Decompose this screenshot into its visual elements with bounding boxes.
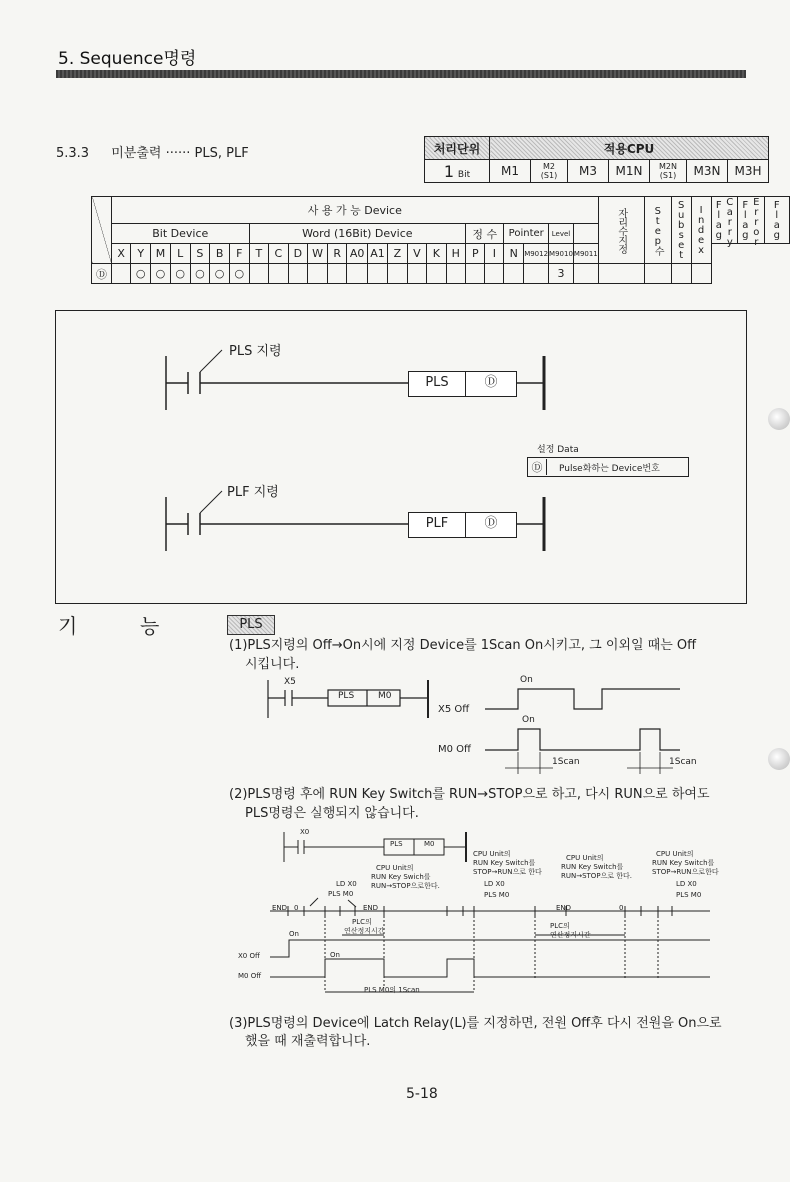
t2-end-2: END: [363, 904, 379, 912]
cell-s: ○: [190, 264, 210, 284]
col-v: V: [407, 244, 426, 264]
t2-cpu1-c: RUN→STOP으로한다.: [371, 882, 440, 890]
t1-on-1: On: [520, 675, 533, 685]
flag-col-m9011: M9011: [573, 244, 598, 264]
t2-plc2-b: 연산정지시간: [550, 931, 591, 939]
t2-cpu4-b: RUN Key Switch를: [652, 859, 715, 867]
function-para-3: (3)PLS명령의 Device에 Latch Relay(L)를 지정하면, 전원 Off후 다시 전원을 On으로: [229, 1016, 722, 1031]
col-d: D: [288, 244, 308, 264]
t2-ld-x0-b: LD X0: [484, 880, 505, 888]
page-number: 5-18: [406, 1086, 438, 1102]
t2-cpu3-a: CPU Unit의: [566, 854, 604, 862]
set-data-title: 설정 Data: [537, 445, 579, 455]
col-f: F: [229, 244, 249, 264]
col-w: W: [308, 244, 328, 264]
usable-device-header: 사 용 가 능 Device: [111, 197, 598, 224]
cell-f: ○: [229, 264, 249, 284]
set-data-box: [527, 457, 689, 477]
proc-unit-header: 처리단위: [425, 137, 490, 160]
cpu-m1: M1: [490, 160, 531, 183]
col-t: T: [249, 244, 268, 264]
plf-operand: Ⓓ: [484, 516, 498, 531]
t2-pls-label: PLS: [390, 840, 403, 848]
pls-instruction-box: [408, 371, 517, 397]
pls-tag: PLS: [227, 615, 275, 635]
col-m: M: [151, 244, 171, 264]
col-l: L: [170, 244, 190, 264]
t2-end-3: END: [556, 904, 572, 912]
t2-ld-x0: LD X0: [336, 880, 357, 888]
t1-x5-label: X5: [284, 677, 296, 687]
set-data-operand: Ⓓ: [528, 459, 547, 475]
flag-col-m9012: M9012: [524, 244, 549, 264]
carry-header: Carry Flag: [711, 197, 738, 244]
col-c: C: [269, 244, 288, 264]
col-h: H: [446, 244, 466, 264]
step-header: Step수: [644, 197, 671, 264]
cell-l: ○: [170, 264, 190, 284]
t2-zero-1: 0: [294, 904, 299, 912]
col-s: S: [190, 244, 210, 264]
t2-ld-x0-c: LD X0: [676, 880, 697, 888]
col-k: K: [427, 244, 446, 264]
flag-header: Flag: [764, 197, 789, 244]
section-name: 미분출력 ······ PLS, PLF: [111, 146, 249, 161]
cpu-m2: M2 (S1): [531, 160, 568, 183]
function-label-gi: 기: [58, 614, 78, 638]
cell-y: ○: [131, 264, 151, 284]
cpu-m2n: M2N (S1): [650, 160, 687, 183]
t2-cpu2-b: RUN Key Switch를: [473, 859, 536, 867]
t2-pls-scan: PLS M0의 1Scan: [364, 986, 420, 994]
t2-on-2: On: [330, 951, 340, 959]
t2-m0-label: M0: [424, 840, 435, 848]
subset-header: Subset: [671, 197, 691, 264]
t1-on-2: On: [522, 715, 535, 725]
binder-hole-bottom: [768, 748, 790, 770]
t2-zero-2: 0: [619, 904, 624, 912]
word-device-header: Word (16Bit) Device: [249, 224, 465, 244]
t2-cpu4-a: CPU Unit의: [656, 850, 694, 858]
t2-pls-m0-c: PLS M0: [676, 891, 702, 899]
cell-step-count: 3: [549, 264, 574, 284]
function-para-1b: 시킵니다.: [245, 657, 300, 672]
pls-mnemonic: PLS: [409, 372, 466, 396]
digit-header: 자리수지정: [598, 197, 644, 264]
cpu-m3: M3: [568, 160, 609, 183]
section-number: 5.3.3: [56, 146, 90, 161]
function-label-neung: 능: [140, 614, 160, 638]
cpu-m3n: M3N: [687, 160, 728, 183]
t2-cpu1-a: CPU Unit의: [376, 864, 414, 872]
binder-hole-top: [768, 408, 790, 430]
t1-scan-1: 1Scan: [552, 757, 580, 767]
error-header: Error Flag: [738, 197, 765, 244]
t2-cpu2-c: STOP→RUN으로 한다: [473, 868, 542, 876]
t1-m0-label: M0: [378, 691, 392, 701]
t2-pls-m0: PLS M0: [328, 890, 354, 898]
t2-on-1: On: [289, 930, 299, 938]
t1-x5-off: X5 Off: [438, 704, 470, 715]
col-a0: A0: [347, 244, 367, 264]
cpu-m1n: M1N: [609, 160, 650, 183]
function-para-2b: PLS명령은 실행되지 않습니다.: [245, 806, 419, 821]
cell-b: ○: [210, 264, 230, 284]
t2-cpu3-b: RUN Key Switch를: [561, 863, 624, 871]
plf-instruction-box: [408, 512, 517, 538]
col-i: I: [485, 244, 504, 264]
cpu-header: 적용CPU: [490, 137, 769, 160]
t2-x0-off: X0 Off: [238, 952, 260, 960]
t2-cpu4-c: STOP→RUN으로한다: [652, 868, 719, 876]
flag-col-m9010: M9010: [549, 244, 574, 264]
col-x: X: [111, 244, 130, 264]
t1-pls-label: PLS: [338, 691, 355, 701]
cell-m: ○: [151, 264, 171, 284]
row-operand-d: Ⓓ: [92, 264, 112, 284]
col-z: Z: [388, 244, 407, 264]
plf-mnemonic: PLF: [409, 513, 466, 537]
col-r: R: [328, 244, 347, 264]
function-para-2: (2)PLS명령 후에 RUN Key Switch를 RUN→STOP으로 하고, 다시 RUN으로 하여도: [229, 787, 710, 802]
col-n: N: [504, 244, 524, 264]
function-para-3b: 했을 때 재출력합니다.: [245, 1034, 371, 1049]
cpu-m3h: M3H: [728, 160, 769, 183]
t2-cpu1-b: RUN Key Swich를: [371, 873, 431, 881]
col-y: Y: [131, 244, 151, 264]
plf-command-note: PLF 지령: [227, 485, 279, 500]
t2-pls-m0-b: PLS M0: [484, 891, 510, 899]
constant-header: 정 수: [466, 224, 504, 244]
pointer-header: Pointer: [504, 224, 549, 244]
t2-x0-label: X0: [300, 828, 310, 836]
proc-unit-value: 1 Bit: [425, 160, 490, 183]
t2-plc-a: PLC의: [352, 918, 372, 926]
t2-m0-off: M0 Off: [238, 972, 262, 980]
t2-end-1: END: [272, 904, 288, 912]
bit-device-header: Bit Device: [111, 224, 249, 244]
t1-m0-off: M0 Off: [438, 744, 471, 755]
pls-command-note: PLS 지령: [229, 344, 282, 359]
col-p: P: [466, 244, 485, 264]
col-a1: A1: [367, 244, 387, 264]
set-data-desc: Pulse화하는 Device번호: [559, 463, 660, 474]
t2-plc2-a: PLC의: [550, 922, 570, 930]
t2-cpu3-c: RUN→STOP으로 한다.: [561, 872, 633, 880]
pls-operand: Ⓓ: [484, 375, 498, 390]
t1-scan-2: 1Scan: [669, 757, 697, 767]
t2-cpu2-a: CPU Unit의: [473, 850, 511, 858]
col-b: B: [210, 244, 230, 264]
function-para-1: (1)PLS지령의 Off→On시에 지정 Device를 1Scan On시키고, 그 이외일 때는 Off: [229, 638, 697, 653]
page-header-title: 5. Sequence명령: [58, 49, 197, 69]
level-header: Level: [549, 224, 574, 244]
index-header: Index: [691, 197, 711, 264]
t2-plc-b: 연산정지시간: [344, 927, 385, 935]
